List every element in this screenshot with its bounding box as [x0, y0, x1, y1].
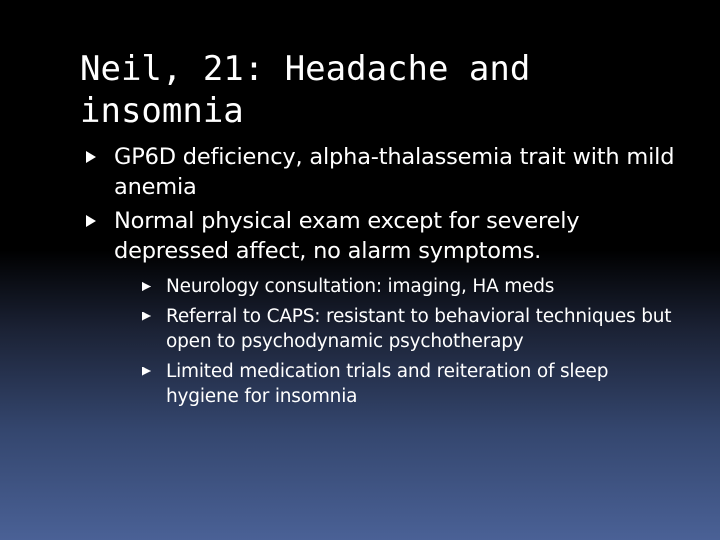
- triangle-bullet-icon: [86, 215, 96, 227]
- slide-title-line-1: Neil, 21: Headache and: [80, 49, 531, 89]
- square-outline-bullet-icon: [142, 312, 151, 321]
- bullet-item: [86, 142, 686, 202]
- bullet-list: [86, 142, 686, 414]
- slide-title-line-2: insomnia: [80, 91, 244, 131]
- sub-bullet-list: [114, 274, 686, 410]
- triangle-bullet-icon: [86, 151, 96, 163]
- sub-bullet-text: Limited medication trials and reiteration of sleep hygiene for insomnia: [166, 360, 609, 407]
- bullet-text: Normal physical exam except for severely depressed affect, no alarm symptoms.: [114, 208, 580, 264]
- sub-bullet-text: Neurology consultation: imaging, HA meds: [166, 276, 555, 297]
- sub-bullet-item: [136, 274, 686, 300]
- sub-bullet-item: [136, 304, 686, 355]
- slide-title: [80, 48, 680, 132]
- sub-bullet-item: [136, 359, 686, 410]
- square-outline-bullet-icon: [142, 367, 151, 376]
- square-outline-bullet-icon: [142, 282, 151, 291]
- sub-bullet-text: Referral to CAPS: resistant to behavioral techniques but open to psychodynamic psychotherapy: [166, 305, 672, 352]
- bullet-text: GP6D deficiency, alpha-thalassemia trait with mild anemia: [114, 144, 675, 200]
- bullet-item: [86, 206, 686, 410]
